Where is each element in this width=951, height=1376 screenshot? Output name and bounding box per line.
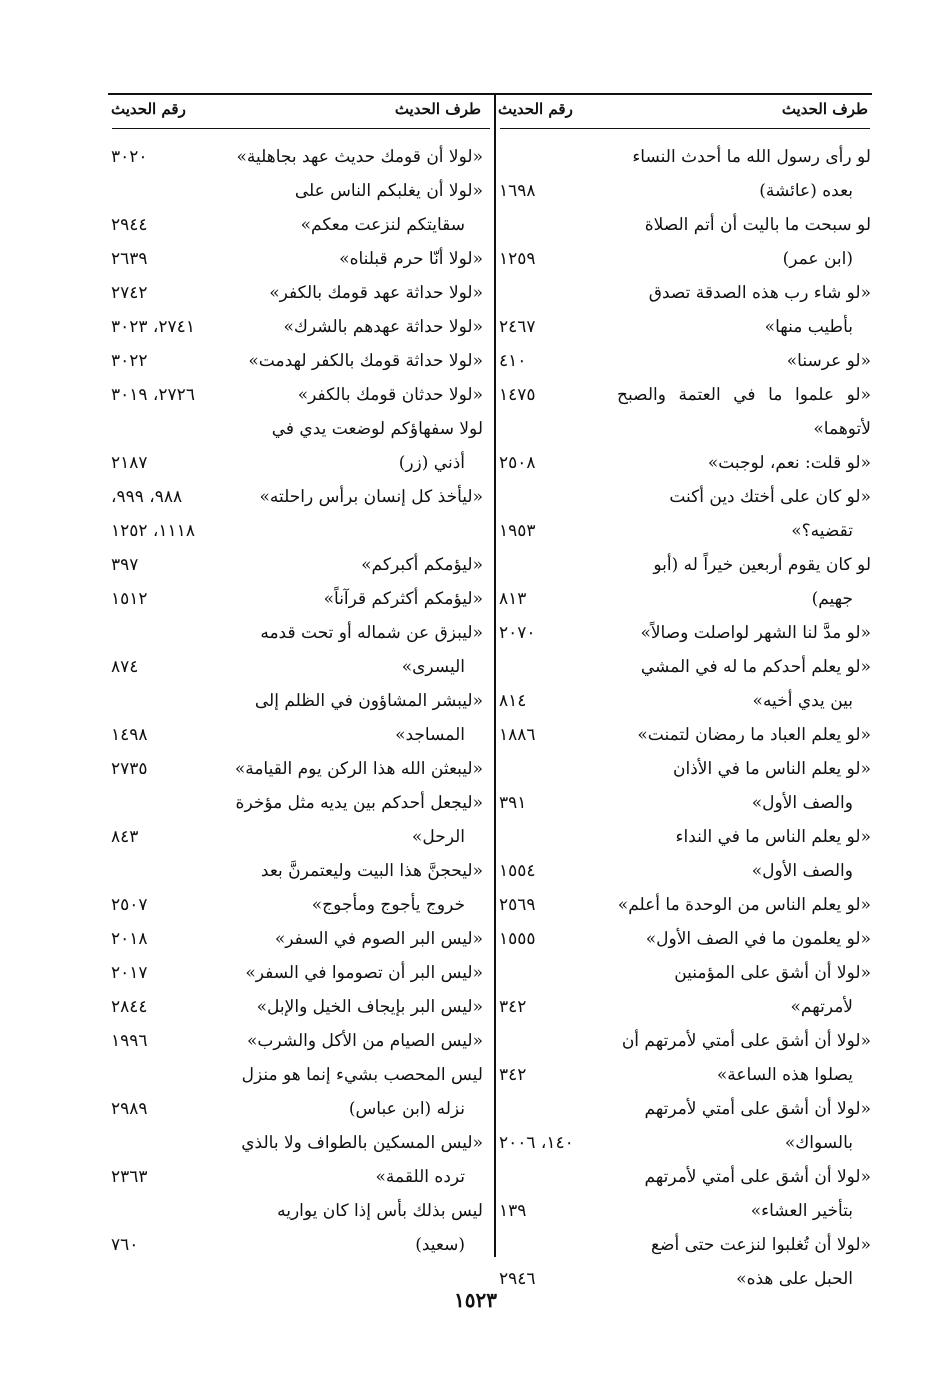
hadith-entry	[111, 378, 483, 412]
hadith-fragment	[611, 1228, 871, 1296]
hadith-entry	[499, 446, 871, 480]
fragment-line: «لو عرسنا»	[786, 351, 871, 371]
hadith-number: ٢٩٤٦	[499, 1269, 536, 1289]
hadith-fragment	[223, 854, 483, 922]
fragment-line: «ليس البر أن تصوموا في السفر»	[245, 963, 483, 983]
hadith-number: ٢٠١٧	[111, 963, 148, 983]
fragment-line: «ليجعل أحدكم بين يديه مثل مؤخرة	[235, 793, 483, 813]
hadith-fragment	[223, 1126, 483, 1194]
hadith-fragment	[223, 548, 483, 582]
hadith-number: ٣٤٢	[499, 997, 527, 1017]
hadith-entry	[111, 480, 483, 514]
hadith-fragment	[223, 242, 483, 276]
hadith-fragment	[611, 446, 871, 480]
hadith-number: ٧٦٠	[111, 1235, 139, 1255]
hadith-number: ٢٧٢٦، ٣٠١٩	[111, 385, 195, 405]
hadith-fragment	[611, 344, 871, 378]
fragment-line: «لو كان على أختك دين أكنت	[669, 487, 871, 507]
hadith-number: ٣٩٧	[111, 555, 139, 575]
fragment-line: «ليبزق عن شماله أو تحت قدمه	[260, 623, 483, 643]
fragment-line: الرحل»	[411, 827, 465, 847]
hadith-fragment	[223, 480, 483, 514]
hadith-fragment	[611, 1024, 871, 1092]
hadith-fragment	[611, 548, 871, 616]
hadith-entry	[499, 922, 871, 956]
hadith-fragment	[223, 990, 483, 1024]
hadith-entry	[111, 752, 483, 786]
left-column	[111, 140, 483, 1262]
hadith-number: ٣٤٢	[499, 1065, 527, 1085]
fragment-line: لأمرتهم»	[790, 997, 853, 1017]
fragment-line: «لو يعلم العباد ما رمضان لتمنت»	[637, 725, 871, 745]
fragment-line: «لو علموا ما في العتمة والصبح لأتوهما»	[617, 385, 871, 439]
fragment-line: «لو يعلمون ما في الصف الأول»	[645, 929, 871, 949]
fragment-line: ترده اللقمة»	[375, 1167, 465, 1187]
hadith-fragment	[223, 752, 483, 786]
fragment-line: «ليس البر بإيجاف الخيل والإبل»	[256, 997, 483, 1017]
fragment-line: «لو قلت: نعم، لوجبت»	[707, 453, 871, 473]
fragment-line: «لو يعلم الناس ما في الأذان	[673, 759, 871, 779]
hadith-number: ٢٧٣٥	[111, 759, 148, 779]
hadith-number: ١٩٥٣	[499, 521, 536, 541]
hadith-fragment	[223, 140, 483, 174]
hadith-number: ٣٩١	[499, 793, 527, 813]
hadith-fragment	[223, 276, 483, 310]
column-divider	[494, 93, 496, 1257]
hadith-entry	[499, 718, 871, 752]
hadith-number: ٢٠١٨	[111, 929, 148, 949]
hadith-fragment	[223, 582, 483, 616]
fragment-line: سقايتكم لنزعت معكم»	[300, 215, 465, 235]
hadith-number: ٢٥٠٧	[111, 895, 148, 915]
hadith-fragment	[223, 956, 483, 990]
fragment-line: (ابن عمر)	[782, 249, 853, 269]
hadith-number: ٢٥٠٨	[499, 453, 536, 473]
fragment-line: تقضيه؟»	[791, 521, 853, 541]
hadith-fragment	[611, 140, 871, 208]
fragment-line: لو رأى رسول الله ما أحدث النساء	[632, 147, 871, 167]
hadith-number: ٤١٠	[499, 351, 527, 371]
hadith-number: ١٥٥٤	[499, 861, 536, 881]
hadith-entry	[499, 548, 871, 616]
fragment-line: لولا سفهاؤكم لوضعت يدي في	[271, 419, 483, 439]
number-header: رقم الحديث	[498, 100, 573, 118]
hadith-entry	[499, 1092, 871, 1160]
fragment-line: «ليؤمكم أكبركم»	[361, 555, 483, 575]
hadith-entry	[499, 276, 871, 344]
hadith-entry	[111, 922, 483, 956]
hadith-entry	[111, 990, 483, 1024]
hadith-fragment	[223, 344, 483, 378]
hadith-fragment	[223, 684, 483, 752]
hadith-entry	[499, 1228, 871, 1296]
hadith-number: ٢٠٧٠	[499, 623, 536, 643]
hadith-entry	[499, 650, 871, 718]
fragment-header: طرف الحديث	[781, 100, 868, 118]
hadith-number: ٢١٨٧	[111, 453, 148, 473]
hadith-number: ٣٠٢٢	[111, 351, 148, 371]
fragment-line: أذني (زر)	[398, 453, 465, 473]
fragment-line: (سعيد)	[415, 1235, 465, 1255]
hadith-number: ١٨٨٦	[499, 725, 536, 745]
hadith-number: ٢٥٦٩	[499, 895, 536, 915]
page-number: ١٥٢٣	[454, 1288, 497, 1312]
hadith-entry	[111, 276, 483, 310]
hadith-fragment	[611, 888, 871, 922]
hadith-number: ٨٧٤	[111, 657, 139, 677]
hadith-number: ٢٩٨٩	[111, 1099, 148, 1119]
hadith-number: ٢٧٤٢	[111, 283, 148, 303]
hadith-fragment	[611, 378, 871, 446]
hadith-fragment	[223, 378, 483, 412]
hadith-entry	[499, 480, 871, 548]
fragment-line: «لو يعلم الناس ما في النداء	[675, 827, 871, 847]
hadith-fragment	[611, 1160, 871, 1228]
hadith-number: ١٦٩٨	[499, 181, 536, 201]
hadith-entry	[111, 1058, 483, 1126]
left-column-header	[111, 100, 481, 126]
hadith-fragment	[611, 616, 871, 650]
fragment-line: الحبل على هذه»	[736, 1269, 853, 1289]
fragment-line: بين يدي أخيه»	[752, 691, 853, 711]
hadith-fragment	[223, 174, 483, 242]
hadith-fragment	[223, 1058, 483, 1126]
fragment-line: «لولا حدثان قومك بالكفر»	[297, 385, 483, 405]
hadith-fragment	[223, 1024, 483, 1058]
fragment-line: بالسواك»	[784, 1133, 853, 1153]
fragment-line: «ليس الصيام من الأكل والشرب»	[247, 1031, 483, 1051]
fragment-line: «ليس البر الصوم في السفر»	[274, 929, 483, 949]
hadith-entry	[111, 684, 483, 752]
hadith-fragment	[611, 718, 871, 752]
hadith-entry	[111, 956, 483, 990]
fragment-line: «لولا أن أشق على أمتي لأمرتهم أن	[621, 1031, 871, 1051]
fragment-line: «لولا أنّا حرم قبلناه»	[339, 249, 483, 269]
hadith-entry	[499, 888, 871, 922]
hadith-entry	[111, 310, 483, 344]
hadith-number: ٨١٣	[499, 589, 527, 609]
hadith-number: ٨١٤	[499, 691, 527, 711]
hadith-fragment	[611, 820, 871, 888]
hadith-fragment	[223, 616, 483, 684]
hadith-entry	[111, 514, 483, 548]
hadith-entry	[499, 140, 871, 208]
right-header-underline	[500, 128, 870, 129]
fragment-line: ليس بذلك بأس إذا كان يواريه	[277, 1201, 483, 1221]
hadith-entry	[111, 616, 483, 684]
number-header: رقم الحديث	[111, 100, 186, 118]
hadith-entry	[499, 1160, 871, 1228]
hadith-number: ١٤٩٨	[111, 725, 148, 745]
fragment-line: «لولا أن قومك حديث عهد بجاهلية»	[236, 147, 483, 167]
left-header-underline	[112, 128, 490, 129]
hadith-number: ٢٨٤٤	[111, 997, 148, 1017]
hadith-entry	[499, 1024, 871, 1092]
hadith-fragment	[223, 1194, 483, 1262]
fragment-line: «ليس المسكين بالطواف ولا بالذي	[241, 1133, 483, 1153]
hadith-fragment	[611, 650, 871, 718]
hadith-number: ١٩٩٦	[111, 1031, 148, 1051]
hadith-fragment	[611, 276, 871, 344]
fragment-line: «ليبشر المشاؤون في الظلم إلى	[254, 691, 483, 711]
fragment-line: لو سبحت ما باليت أن أتم الصلاة	[644, 215, 871, 235]
fragment-line: «لولا أن أشق على المؤمنين	[674, 963, 871, 983]
hadith-entry	[111, 786, 483, 854]
fragment-line: «لو يعلم الناس من الوحدة ما أعلم»	[617, 895, 871, 915]
fragment-line	[229, 514, 483, 548]
fragment-line: «لو مدَّ لنا الشهر لواصلت وصالاً»	[640, 623, 871, 643]
hadith-fragment	[611, 208, 871, 276]
fragment-line: «ليبعثن الله هذا الركن يوم القيامة»	[234, 759, 483, 779]
fragment-line: «لولا أن يغلبكم الناس على	[294, 181, 483, 201]
hadith-number: ١٥٥٥	[499, 929, 536, 949]
fragment-line: «لو شاء رب هذه الصدقة تصدق	[648, 283, 871, 303]
hadith-entry	[111, 140, 483, 174]
fragment-line: بأطيب منها»	[764, 317, 853, 337]
hadith-number: ١٢٥٩	[499, 249, 536, 269]
fragment-line: «لولا أن تُغلبوا لنزعت حتى أضع	[650, 1235, 871, 1255]
fragment-line: والصف الأول»	[751, 861, 853, 881]
hadith-fragment	[611, 922, 871, 956]
fragment-line: نزله (ابن عباس)	[348, 1099, 465, 1119]
top-rule	[108, 93, 872, 95]
hadith-fragment	[611, 752, 871, 820]
hadith-entry	[111, 242, 483, 276]
fragment-line: «ليحجنَّ هذا البيت وليعتمرنَّ بعد	[260, 861, 483, 881]
right-column-header	[498, 100, 868, 126]
fragment-line: «لولا حداثة عهد قومك بالكفر»	[269, 283, 483, 303]
hadith-number: ٢٦٣٩	[111, 249, 148, 269]
hadith-entry	[111, 854, 483, 922]
fragment-line: «ليؤمكم أكثركم قرآناً»	[323, 589, 483, 609]
fragment-line: خروج يأجوج ومأجوج»	[311, 895, 465, 915]
hadith-fragment	[223, 310, 483, 344]
fragment-line: جهيم)	[811, 589, 853, 609]
fragment-line: ليس المحصب بشيء إنما هو منزل	[241, 1065, 483, 1085]
fragment-line: يصلوا هذه الساعة»	[716, 1065, 853, 1085]
hadith-entry	[499, 344, 871, 378]
hadith-entry	[111, 1126, 483, 1194]
fragment-line: «لو يعلم أحدكم ما له في المشي	[640, 657, 871, 677]
hadith-entry	[499, 752, 871, 820]
hadith-number: ١١١٨، ١٢٥٢	[111, 521, 195, 541]
hadith-entry	[499, 208, 871, 276]
fragment-line: «ليأخذ كل إنسان برأس راحلته»	[259, 487, 483, 507]
hadith-number: ٣٠٢٠	[111, 147, 148, 167]
hadith-number: ٢٤٦٧	[499, 317, 536, 337]
fragment-line: اليسرى»	[401, 657, 465, 677]
hadith-entry	[111, 1194, 483, 1262]
hadith-number: ٩٨٨، ٩٩٩،	[111, 487, 183, 507]
hadith-number: ٨٤٣	[111, 827, 139, 847]
hadith-entry	[111, 344, 483, 378]
hadith-entry	[111, 412, 483, 480]
hadith-number: ١٥١٢	[111, 589, 148, 609]
fragment-header: طرف الحديث	[394, 100, 481, 118]
hadith-fragment	[611, 1092, 871, 1160]
right-column	[499, 140, 871, 1296]
hadith-fragment	[223, 412, 483, 480]
hadith-number: ٢٩٤٤	[111, 215, 148, 235]
hadith-fragment	[611, 480, 871, 548]
hadith-fragment	[611, 956, 871, 1024]
hadith-entry	[111, 582, 483, 616]
hadith-number: ١٣٩	[499, 1201, 527, 1221]
hadith-entry	[499, 820, 871, 888]
hadith-number: ١٤٠، ٢٠٠٦	[499, 1133, 574, 1153]
hadith-fragment	[223, 514, 483, 548]
fragment-line: بتأخير العشاء»	[750, 1201, 853, 1221]
hadith-entry	[499, 956, 871, 1024]
hadith-fragment	[223, 786, 483, 854]
fragment-line: بعده (عائشة)	[759, 181, 853, 201]
hadith-number: ٢٣٦٣	[111, 1167, 148, 1187]
hadith-entry	[499, 378, 871, 446]
fragment-line: «لولا أن أشق على أمتي لأمرتهم	[644, 1099, 871, 1119]
fragment-line: «لولا حداثة عهدهم بالشرك»	[283, 317, 483, 337]
hadith-entry	[111, 174, 483, 242]
hadith-entry	[111, 1024, 483, 1058]
fragment-line: لو كان يقوم أربعين خيراً له (أبو	[653, 555, 871, 575]
hadith-number: ١٤٧٥	[499, 385, 536, 405]
hadith-number: ٢٧٤١، ٣٠٢٣	[111, 317, 195, 337]
hadith-entry	[499, 616, 871, 650]
hadith-entry	[111, 548, 483, 582]
fragment-line: والصف الأول»	[751, 793, 853, 813]
fragment-line: المساجد»	[395, 725, 465, 745]
fragment-line: «لولا أن أشق على أمتي لأمرتهم	[644, 1167, 871, 1187]
fragment-line: «لولا حداثة قومك بالكفر لهدمت»	[248, 351, 483, 371]
hadith-fragment	[223, 922, 483, 956]
